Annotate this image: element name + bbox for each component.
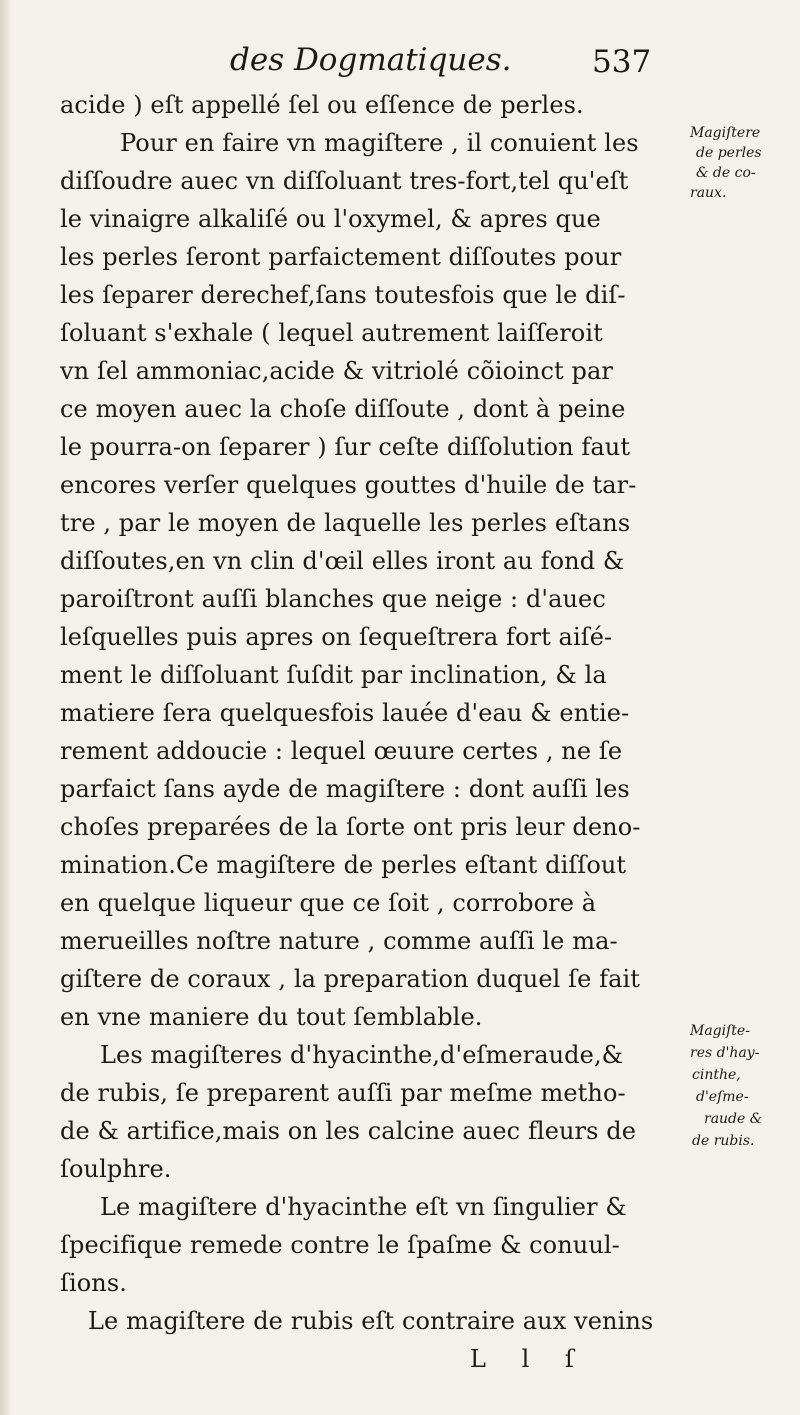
text-line: le vinaigre alkaliſé ou l'oxymel, & apres que [60,205,601,233]
text-line: en vne maniere du tout ſemblable. [60,1003,483,1031]
text-line: mination.Ce magiſtere de perles eſtant diſſout [60,851,627,879]
margin-note-line: res d'hay- [690,1045,760,1061]
margin-note-line: raux. [690,185,727,201]
running-title: des Dogmatiques. [230,42,512,78]
text-line: paroiſtront auſſi blanches que neige : d'auec [60,585,606,613]
text-line: vn ſel ammoniac,acide & vitriolé cõioinct par [60,357,613,385]
text-line: en quelque liqueur que ce ſoit , corrobore à [60,889,597,917]
text-line: parfaict ſans ayde de magiſtere : dont auſſi les [60,775,630,803]
text-line: diſſoudre auec vn diſſoluant tres-fort,tel qu'eſt [60,167,629,195]
text-line: Le magiſtere d'hyacinthe eſt vn ſingulier & [100,1193,627,1221]
text-line: le pourra-on ſeparer ) ſur ceſte diſſolution faut [60,433,631,461]
text-line: les ſeparer derechef,ſans toutesfois que le diſ- [60,281,626,309]
signature-mark: L l ſ [470,1345,588,1373]
text-line: les perles ſeront parfaictement diſſoutes pour [60,243,622,271]
page-number: 537 [592,44,652,80]
text-line: encores verſer quelques gouttes d'huile de tar- [60,471,637,499]
page-edge-shadow [0,0,12,1415]
margin-note-line: d'eſme- [696,1089,749,1105]
text-line: leſquelles puis apres on ſequeſtrera fort aiſé- [60,623,613,651]
page-header [0,30,800,90]
margin-note-line: Magiſte- [690,1023,750,1039]
text-line: ſpecifique remede contre le ſpaſme & conuul- [60,1231,620,1259]
margin-note-line: & de co- [696,165,756,181]
text-line: de & artifice,mais on les calcine auec fleurs de [60,1117,637,1145]
text-line: giſtere de coraux , la preparation duquel ſe fait [60,965,641,993]
text-line: ment le diſſoluant ſuſdit par inclination, & la [60,661,607,689]
text-line: merueilles noſtre nature , comme auſſi le ma- [60,927,618,955]
text-line: ce moyen auec la choſe diſſoute , dont à peine [60,395,626,423]
text-line: choſes preparées de la ſorte ont pris leur deno- [60,813,641,841]
text-line: acide ) eſt appellé ſel ou eſſence de perles. [60,91,584,119]
text-line: rement addoucie : lequel œuure certes , ne ſe [60,737,623,765]
text-line: matiere ſera quelquesfois lauée d'eau & entie- [60,699,630,727]
margin-note-line: cinthe, [692,1067,741,1083]
text-line: de rubis, ſe preparent auſſi par meſme metho- [60,1079,626,1107]
margin-note-line: de perles [696,145,762,161]
text-line: Les magiſteres d'hyacinthe,d'eſmeraude,& [100,1041,624,1069]
text-line: ſoulphre. [60,1155,172,1183]
margin-note-line: Magiſtere [690,125,761,141]
margin-note-line: de rubis. [692,1133,755,1149]
margin-note-line: raude & [704,1111,763,1127]
text-line: ſoluant s'exhale ( lequel autrement laiſſeroit [60,319,603,347]
text-line: Pour en faire vn magiſtere , il conuient les [120,129,639,157]
text-line: ſions. [60,1269,128,1297]
text-line: diſſoutes,en vn clin d'œil elles iront au fond & [60,547,625,575]
text-line: tre , par le moyen de laquelle les perles eſtans [60,509,631,537]
text-line: Le magiſtere de rubis eſt contraire aux venins [88,1307,654,1335]
